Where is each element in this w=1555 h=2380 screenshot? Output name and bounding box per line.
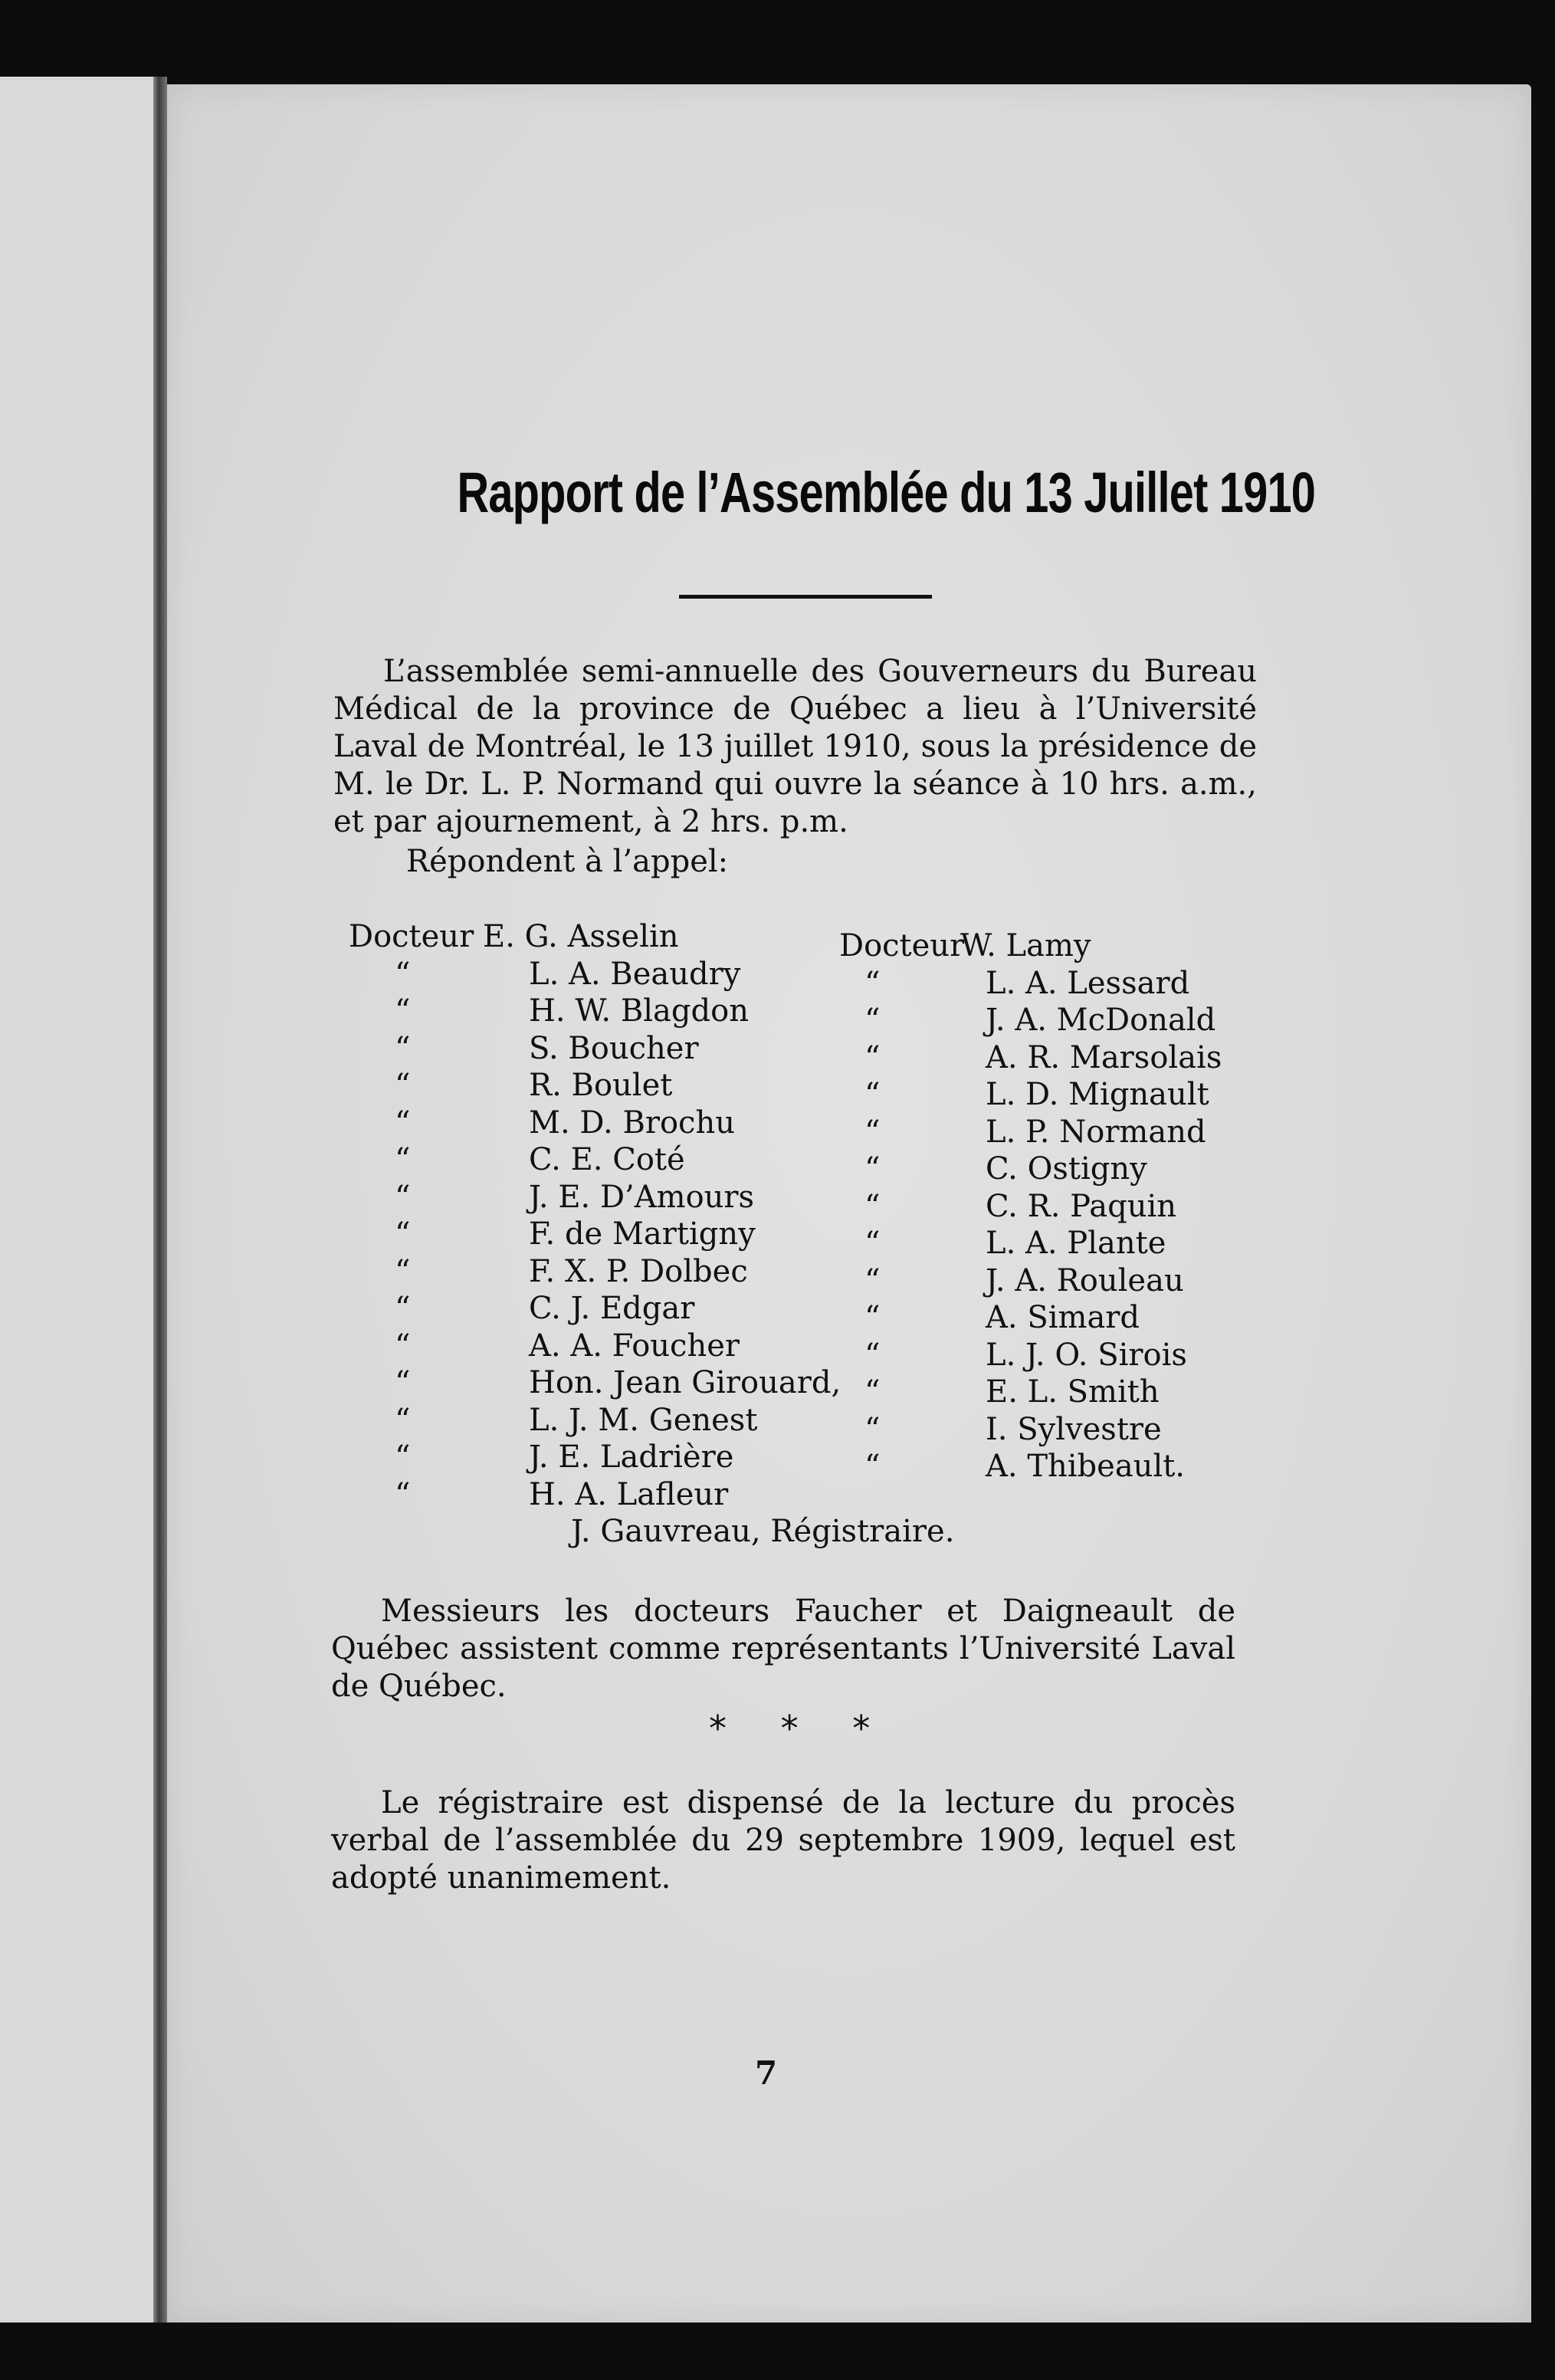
attendee-row	[349, 918, 824, 956]
attendee-row	[349, 1328, 824, 1365]
attendee-name: J. E. Ladrière	[529, 1439, 734, 1475]
attendee-row	[839, 927, 1268, 965]
attendee-row	[349, 993, 824, 1030]
ditto-mark: “	[864, 965, 881, 1001]
attendee-name: E. L. Smith	[986, 1374, 1160, 1410]
ditto-mark: “	[864, 1188, 881, 1224]
attendee-name: L. A. Lessard	[986, 965, 1190, 1001]
attendee-row	[839, 1337, 1268, 1374]
attendee-row	[349, 1439, 824, 1476]
attendee-row	[349, 1067, 824, 1105]
attendee-row	[349, 956, 824, 993]
attendee-row	[839, 1411, 1268, 1449]
minutes-paragraph-text: Le régistraire est dispensé de la lecture du procès verbal de l’assemblée du 29 septembre 1909, lequel est adopté unanimement.	[331, 1785, 1235, 1896]
ditto-mark: “	[395, 993, 411, 1029]
page-title: Rapport de l’Assemblée du 13 Juillet 1910	[457, 461, 1316, 524]
title-prefix: Docteur	[839, 928, 965, 963]
representatives-paragraph-text: Messieurs les docteurs Faucher et Daigneault de Québec assistent comme représentants l’Université Laval de Québec.	[331, 1594, 1235, 1704]
attendee-row	[839, 1151, 1268, 1188]
attendee-name: A. Simard	[986, 1300, 1140, 1335]
attendee-row	[839, 1262, 1268, 1300]
attendee-name: L. J. M. Genest	[529, 1402, 758, 1438]
attendee-row	[349, 1364, 841, 1402]
attendee-name: S. Boucher	[529, 1030, 699, 1066]
attendee-name: L. A. Plante	[986, 1226, 1166, 1261]
ditto-mark: “	[395, 1365, 411, 1400]
attendee-name: A. R. Marsolais	[986, 1039, 1222, 1075]
ditto-mark: “	[395, 1179, 411, 1215]
roll-call-intro: Répondent à l’appel:	[406, 844, 729, 879]
attendee-name: L. A. Beaudry	[529, 956, 741, 992]
ditto-mark: “	[395, 1439, 411, 1475]
attendee-row	[839, 1114, 1268, 1151]
ditto-mark: “	[395, 1253, 411, 1289]
attendee-row	[349, 1402, 824, 1439]
attendee-name: M. D. Brochu	[529, 1105, 735, 1141]
attendee-name: W. Lamy	[960, 928, 1091, 963]
ditto-mark: “	[864, 1077, 881, 1112]
page-number: 7	[755, 2054, 778, 2092]
ditto-mark: “	[395, 956, 411, 992]
attendee-name: H. A. Lafleur	[529, 1476, 729, 1512]
ditto-mark: “	[395, 1030, 411, 1066]
attendee-list-left	[349, 918, 841, 1513]
representatives-paragraph	[331, 1593, 1235, 1705]
attendee-name: A. Thibeault.	[986, 1449, 1186, 1484]
ditto-mark: “	[395, 1142, 411, 1177]
attendee-row	[349, 1179, 824, 1216]
attendee-row	[839, 1188, 1268, 1226]
attendee-name: Hon. Jean Girouard,	[529, 1365, 841, 1400]
ditto-mark: “	[395, 1068, 411, 1103]
ditto-mark: “	[395, 1105, 411, 1141]
attendee-name: C. E. Coté	[529, 1142, 685, 1177]
attendee-row	[349, 1253, 824, 1291]
ditto-mark: “	[864, 1374, 881, 1410]
attendee-row	[839, 1225, 1268, 1262]
attendee-row	[349, 1141, 824, 1179]
ditto-mark: “	[864, 1411, 881, 1447]
attendee-name: L. J. O. Sirois	[986, 1337, 1187, 1373]
opening-paragraph-text: L’assemblée semi-annuelle des Gouverneurs du Bureau Médical de la province de Québec a lieu à l’Université Laval de Montréal, le 13 juillet 1910, sous la présidence de M. le Dr. L. P. Normand qui ouvre la séance à 10 hrs. a.m., et par ajournement, à 2 hrs. p.m.	[333, 654, 1257, 839]
ditto-mark: “	[864, 1300, 881, 1335]
attendee-name: C. Ostigny	[986, 1151, 1147, 1187]
attendee-row	[349, 1105, 824, 1142]
registrar-signature: J. Gauvreau, Régistraire.	[571, 1514, 955, 1549]
attendee-name: L. D. Mignault	[986, 1077, 1209, 1112]
title-prefix: Docteur	[349, 919, 474, 954]
attendee-row	[349, 1290, 824, 1328]
title-underline	[679, 595, 932, 599]
ditto-mark: “	[395, 1291, 411, 1326]
attendee-name: J. A. McDonald	[986, 1003, 1216, 1038]
facing-page-edge	[0, 77, 161, 2323]
ditto-mark: “	[395, 1328, 411, 1364]
attendee-row	[839, 1039, 1268, 1077]
book-spine	[153, 77, 167, 2323]
ditto-mark: “	[864, 1337, 881, 1373]
ditto-mark: “	[864, 1449, 881, 1484]
attendee-name: C. R. Paquin	[986, 1188, 1177, 1224]
attendee-name: C. J. Edgar	[529, 1291, 695, 1326]
attendee-row	[839, 1299, 1268, 1337]
attendee-row	[839, 965, 1268, 1003]
opening-paragraph	[333, 653, 1257, 841]
ditto-mark: “	[864, 1039, 881, 1075]
ditto-mark: “	[395, 1216, 411, 1252]
attendee-name: J. A. Rouleau	[986, 1262, 1184, 1298]
attendee-row	[349, 1476, 824, 1514]
ditto-mark: “	[864, 1226, 881, 1261]
attendee-name: F. X. P. Dolbec	[529, 1253, 748, 1289]
ditto-mark: “	[395, 1402, 411, 1438]
attendee-name: H. W. Blagdon	[529, 993, 749, 1029]
attendee-row	[839, 1374, 1268, 1411]
attendee-row	[839, 1448, 1268, 1485]
attendee-row	[349, 1030, 824, 1068]
attendee-row	[839, 1002, 1268, 1039]
ditto-mark: “	[864, 1262, 881, 1298]
attendee-row	[839, 1076, 1268, 1114]
minutes-paragraph	[331, 1784, 1235, 1897]
ditto-mark: “	[864, 1003, 881, 1038]
attendee-name: F. de Martigny	[529, 1216, 756, 1252]
attendee-name: R. Boulet	[529, 1068, 673, 1103]
attendee-name: E. G. Asselin	[483, 919, 679, 954]
ditto-mark: “	[395, 1476, 411, 1512]
attendee-name: I. Sylvestre	[986, 1411, 1162, 1447]
ditto-mark: “	[864, 1151, 881, 1187]
attendee-name: L. P. Normand	[986, 1114, 1206, 1150]
attendee-list-right	[839, 927, 1268, 1485]
attendee-name: J. E. D’Amours	[529, 1179, 755, 1215]
attendee-name: A. A. Foucher	[529, 1328, 740, 1364]
section-separator: * * *	[709, 1708, 892, 1749]
ditto-mark: “	[864, 1114, 881, 1150]
attendee-row	[349, 1216, 824, 1253]
